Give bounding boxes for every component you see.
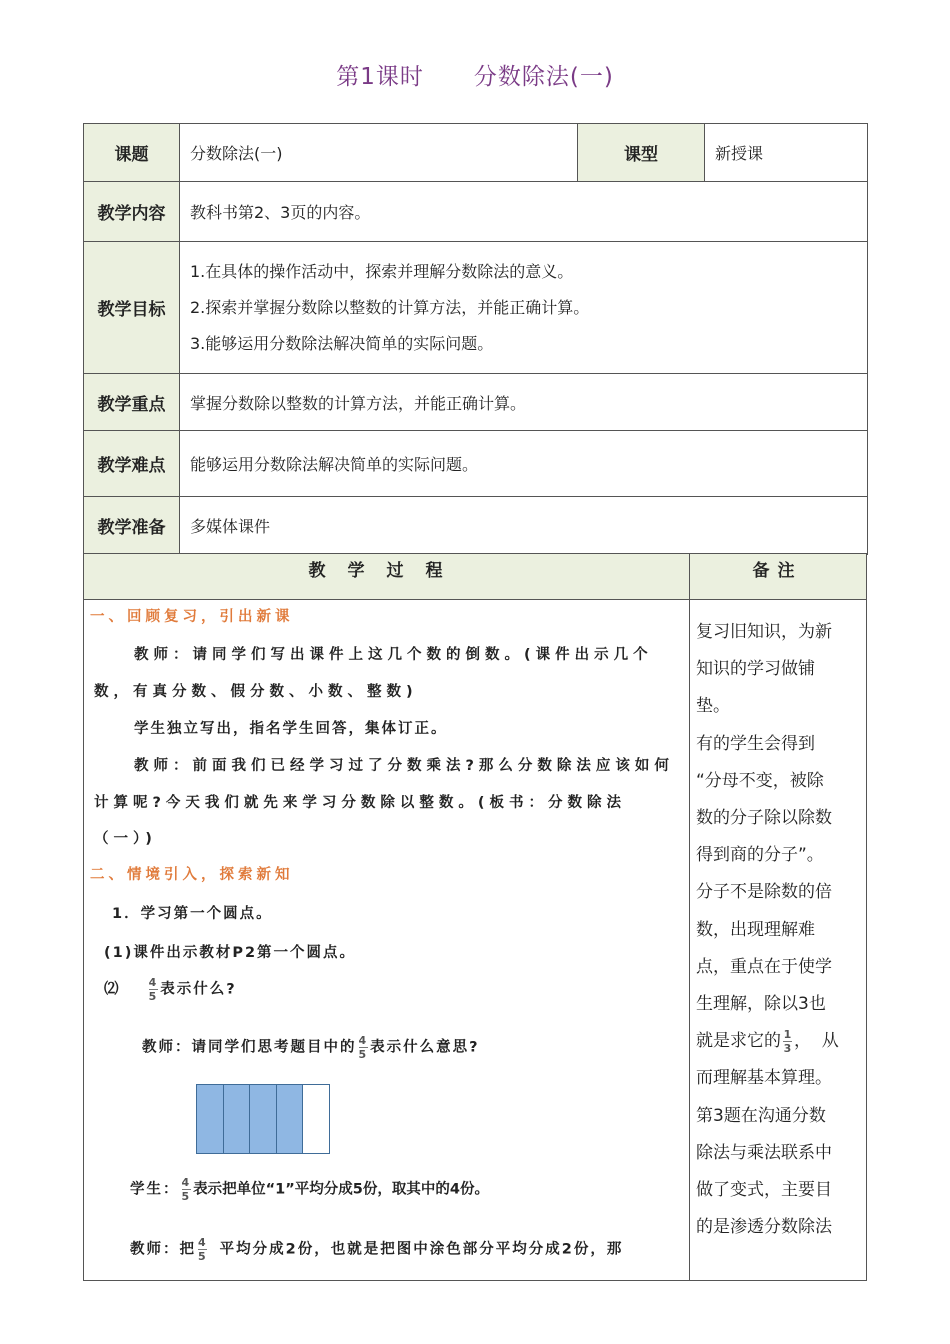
note-line: 做了变式，主要目 bbox=[696, 1180, 832, 1201]
note-line: 数，出现理解难 bbox=[696, 919, 815, 940]
fraction-one-third: $\frac{1}{3}$ bbox=[783, 1027, 792, 1055]
prep-value: 多媒体课件 bbox=[180, 497, 868, 555]
bar-segment-empty bbox=[302, 1084, 330, 1154]
content-label: 教学内容 bbox=[84, 182, 180, 242]
fraction-bar-diagram bbox=[196, 1084, 330, 1154]
notes-header: 备注 bbox=[752, 561, 803, 581]
step-number: ⑵ bbox=[104, 981, 121, 998]
note-line: 点，重点在于使学 bbox=[696, 956, 832, 977]
teaching-process-table bbox=[83, 553, 867, 1281]
section-explore: 二、情境引入，探索新知 bbox=[90, 867, 294, 883]
lesson-name: 分数除法(一) bbox=[473, 64, 614, 90]
bar-segment-shaded bbox=[276, 1084, 303, 1154]
lesson-number: 第1课时 bbox=[336, 64, 424, 90]
fraction-four-fifths: $\frac{4}{5}$ bbox=[358, 1034, 369, 1061]
process-header-row bbox=[84, 554, 866, 600]
paragraph: 数，有真分数、假分数、小数、整数) bbox=[94, 684, 418, 700]
bar-segment-shaded bbox=[249, 1084, 276, 1154]
topic-value: 分数除法(一) bbox=[180, 124, 578, 182]
student-answer: 学生： $\frac{4}{5}$ 表示把单位“1”平均分成5份，取其中的4份。 bbox=[130, 1176, 489, 1203]
fraction-four-fifths: $\frac{4}{5}$ bbox=[148, 976, 159, 1003]
difficulty-label: 教学难点 bbox=[84, 431, 180, 497]
paragraph: 学生独立写出，指名学生回答，集体订正。 bbox=[134, 721, 448, 737]
note-line: 分子不是除数的倍 bbox=[696, 882, 832, 903]
note-line: 复习旧知识，为新 bbox=[696, 622, 832, 642]
difficulty-value: 能够运用分数除法解决简单的实际问题。 bbox=[180, 431, 868, 497]
process-content bbox=[84, 599, 689, 1279]
note-line: 的是渗透分数除法 bbox=[696, 1217, 832, 1238]
note-line: 知识的学习做铺 bbox=[696, 659, 815, 680]
paragraph: 教师：请同学们写出课件上这几个数的倒数。(课件出示几个 bbox=[134, 647, 653, 663]
note-line: 除法与乘法联系中 bbox=[696, 1142, 832, 1163]
note-line: 就是求它的 $\frac{1}{3}$ ， 从 bbox=[696, 1027, 839, 1055]
lesson-info-table bbox=[83, 123, 868, 555]
prep-label: 教学准备 bbox=[84, 497, 180, 555]
note-line: 第3题在沟通分数 bbox=[696, 1105, 826, 1126]
content-value: 教科书第2、3页的内容。 bbox=[180, 182, 868, 242]
type-label: 课型 bbox=[578, 124, 705, 182]
notes-column bbox=[696, 614, 861, 1246]
bar-segment-shaded bbox=[196, 1084, 223, 1154]
goals-label: 教学目标 bbox=[84, 242, 180, 374]
step-1-2: ⑵ $\frac{4}{5}$ 表示什么? bbox=[104, 976, 237, 1003]
fraction-four-fifths: $\frac{4}{5}$ bbox=[181, 1176, 192, 1203]
goal-item: 1.在具体的操作活动中，探索并理解分数除法的意义。 bbox=[190, 261, 574, 281]
topic-label: 课题 bbox=[84, 124, 180, 182]
goal-item: 3.能够运用分数除法解决简单的实际问题。 bbox=[190, 333, 494, 353]
step-1: 1．学习第一个圆点。 bbox=[112, 906, 273, 922]
note-line: 垫。 bbox=[696, 696, 730, 717]
teacher-question: 教师：请同学们思考题目中的 $\frac{4}{5}$ 表示什么意思? bbox=[142, 1034, 480, 1061]
bar-segment-shaded bbox=[223, 1084, 250, 1154]
note-line: 生理解，除以3也 bbox=[696, 994, 826, 1015]
goals-list bbox=[180, 242, 868, 374]
note-line: 有的学生会得到 bbox=[696, 733, 815, 754]
paragraph: （一）) bbox=[94, 831, 157, 847]
paragraph: 计算呢?今天我们就先来学习分数除以整数。(板书：分数除法 bbox=[94, 795, 627, 811]
column-divider bbox=[689, 554, 690, 1280]
step-1-1: (1)课件出示教材P2第一个圆点。 bbox=[104, 945, 357, 961]
page-title bbox=[0, 58, 950, 91]
process-header: 教学过程 bbox=[308, 561, 465, 581]
section-review: 一、回顾复习，引出新课 bbox=[90, 609, 294, 625]
paragraph: 教师：前面我们已经学习过了分数乘法?那么分数除法应该如何 bbox=[134, 758, 674, 774]
key-value: 掌握分数除以整数的计算方法，并能正确计算。 bbox=[180, 374, 868, 431]
key-label: 教学重点 bbox=[84, 374, 180, 431]
goal-item: 2.探索并掌握分数除以整数的计算方法，并能正确计算。 bbox=[190, 297, 590, 317]
note-line: 数的分子除以除数 bbox=[696, 808, 832, 829]
note-line: 得到商的分子”。 bbox=[696, 845, 824, 866]
note-line: “分母不变，被除 bbox=[696, 770, 824, 791]
note-line: 而理解基本算理。 bbox=[696, 1068, 832, 1089]
type-value: 新授课 bbox=[705, 124, 868, 182]
fraction-four-fifths: $\frac{4}{5}$ bbox=[198, 1236, 208, 1263]
teacher-explanation: 教师：把 $\frac{4}{5}$ 平均分成2份，也就是把图中涂色部分平均分成2份，那 bbox=[130, 1236, 624, 1263]
